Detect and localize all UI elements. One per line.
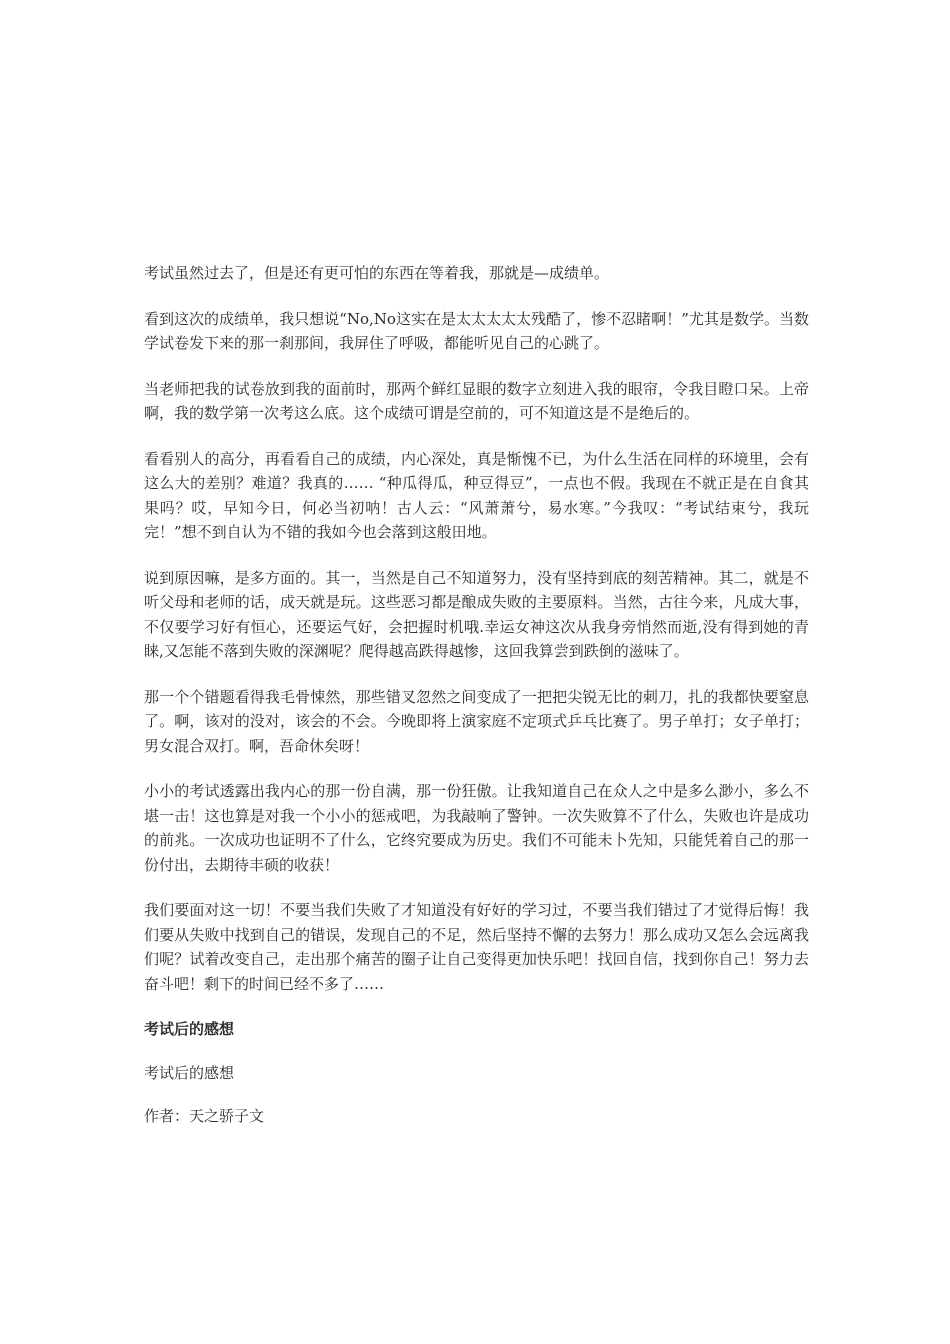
- paragraph-2: 看到这次的成绩单，我只想说“No,No这实在是太太太太太残酷了，惨不忍睹啊！”尤其是数学。当数学试卷发下来的那一刹那间，我屏住了呼吸，都能听见自己的心跳了。: [144, 309, 809, 352]
- paragraph-8: 我们要面对这一切！不要当我们失败了才知道没有好好的学习过，不要当我们错过了才觉得后悔！我们要从失败中找到自己的错误，发现自己的不足，然后坚持不懈的去努力！那么成功又怎么会远离我们呢？试着改变自己，走出那个痛苦的圈子让自己变得更加快乐吧！找回自信，找到你自己！努力去奋斗吧！剩下的时间已经不多了……: [144, 901, 809, 993]
- paragraph-4: 看看别人的高分，再看看自己的成绩，内心深处，真是惭愧不已，为什么生活在同样的环境里，会有这么大的差别？难道？我真的…… “种瓜得瓜，种豆得豆”，一点也不假。我现在不就正是在自食其果吗？哎，早知今日，何必当初呐！古人云：“风萧萧兮，易水寒。”今我叹：“考试结束兮，我玩完！”想不到自认为不错的我如今也会落到这般田地。: [144, 449, 809, 541]
- paragraph-1: 考试虽然过去了，但是还有更可怕的东西在等着我，那就是—成绩单。: [144, 264, 610, 282]
- paragraph-7: 小小的考试透露出我内心的那一份自满，那一份狂傲。让我知道自己在众人之中是多么渺小，多么不堪一击！这也算是对我一个小小的惩戒吧，为我敲响了警钟。一次失败算不了什么，失败也许是成功的前兆。一次成功也证明不了什么，它终究要成为历史。我们不可能未卜先知，只能凭着自己的那一份付出，去期待丰硕的收获！: [144, 782, 809, 874]
- section-title: 考试后的感想: [144, 1063, 235, 1082]
- paragraph-3: 当老师把我的试卷放到我的面前时，那两个鲜红显眼的数字立刻进入我的眼帘，令我目瞪口呆。上帝啊，我的数学第一次考这么底。这个成绩可谓是空前的，可不知道这是不是绝后的。: [144, 379, 809, 422]
- section-heading: 考试后的感想: [144, 1020, 235, 1038]
- paragraph-6: 那一个个错题看得我毛骨悚然，那些错叉忽然之间变成了一把把尖锐无比的刺刀，扎的我都快要窒息了。啊，该对的没对，该会的不会。今晚即将上演家庭不定项式乒乓比赛了。男子单打；女子单打；男女混合双打。啊，吾命休矣呀！: [144, 687, 809, 755]
- paragraph-5: 说到原因嘛，是多方面的。其一，当然是自己不知道努力，没有坚持到底的刻苦精神。其二，就是不听父母和老师的话，成天就是玩。这些恶习都是酿成失败的主要原料。当然，古往今来，凡成大事，不仅要学习好有恒心，还要运气好，会把握时机哦.幸运女神这次从我身旁悄然而逝,没有得到她的青睐,又怎能不落到失败的深渊呢？爬得越高跌得越惨，这回我算尝到跌倒的滋味了。: [144, 568, 809, 660]
- author-line: 作者：天之骄子文: [144, 1107, 265, 1125]
- document-page: [144, 261, 809, 1148]
